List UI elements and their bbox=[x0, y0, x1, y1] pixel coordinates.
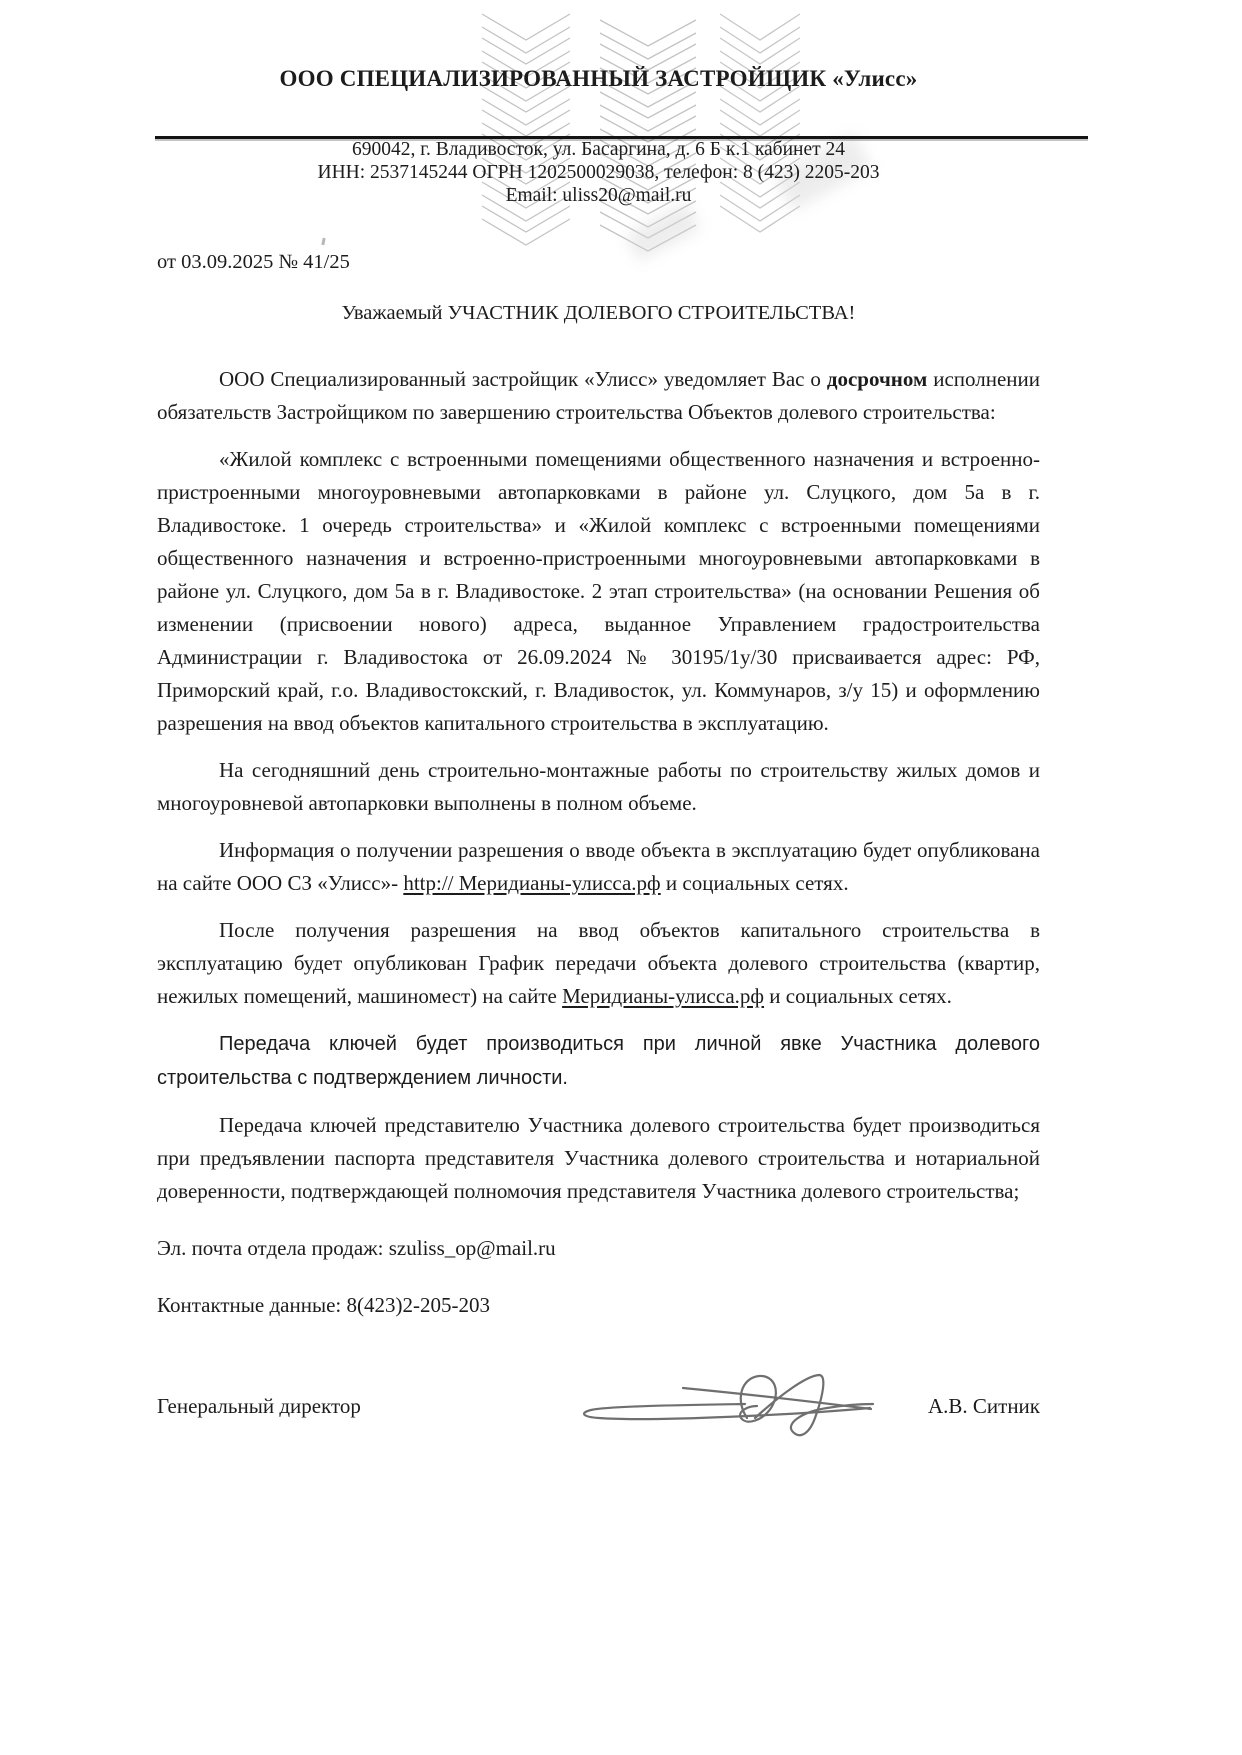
company-name: ООО СПЕЦИАЛИЗИРОВАННЫЙ ЗАСТРОЙЩИК «Улисс» bbox=[279, 66, 918, 91]
contact-phone-line: Контактные данные: 8(423)2-205-203 bbox=[157, 1293, 490, 1317]
website-link[interactable]: Меридианы-улисса.рф bbox=[562, 984, 765, 1008]
salutation: Уважаемый УЧАСТНИК ДОЛЕВОГО СТРОИТЕЛЬСТВА! bbox=[341, 302, 856, 324]
sales-email-line: Эл. почта отдела продаж: szuliss_op@mail.ru bbox=[157, 1236, 556, 1260]
company-address-block bbox=[157, 138, 1040, 207]
signatory-name: А.В. Ситник bbox=[927, 1394, 1040, 1418]
paragraph-notice bbox=[157, 363, 1040, 429]
paragraph-transfer-schedule bbox=[157, 914, 1040, 1013]
paragraph-text: После получения разрешения на ввод объектов капитального строительства в эксплуатацию будет опубликован График передачи объекта долевого строительства (квартир, нежилых помещений, машиномест) на сайте bbox=[157, 918, 1040, 1008]
handwritten-signature-icon bbox=[565, 1362, 885, 1477]
bold-word: досрочном bbox=[826, 367, 928, 391]
paragraph-text: Информация о получении разрешения о вводе объекта в эксплуатацию будет опубликована на сайте ООО СЗ «Улисс»- bbox=[157, 838, 1040, 895]
signatory-position: Генеральный директор bbox=[157, 1394, 361, 1418]
paragraph-keys-personal: Передача ключей будет производиться при личной явке Участника долевого строительства с подтверждением личности. bbox=[157, 1033, 1040, 1089]
website-link[interactable]: http:// Меридианы-улисса.рф bbox=[403, 871, 661, 895]
signature-block bbox=[157, 1394, 1040, 1419]
letter-date-number: от 03.09.2025 № 41/25 bbox=[157, 251, 350, 273]
paragraph-text: исполнении обязательств Застройщиком по завершению строительства Объектов долевого строительства: bbox=[157, 367, 1040, 424]
letterhead-divider bbox=[155, 136, 1088, 139]
letter-body bbox=[157, 363, 1040, 1322]
address-line: 690042, г. Владивосток, ул. Басаргина, д. 6 Б к.1 кабинет 24 bbox=[351, 139, 846, 160]
paragraph-text: ООО Специализированный застройщик «Улисс» уведомляет Вас о bbox=[219, 367, 827, 391]
paragraph-text: и социальных сетях. bbox=[660, 871, 849, 895]
paragraph-project-description: «Жилой комплекс с встроенными помещениями общественного назначения и встроенно-пристроенными многоуровневыми автопарковками в районе ул. Слуцкого, дом 5а в г. Владивостоке. 1 очередь строительства» и «Жилой комплекс с встроенными помещениями общественного назначения и встроенно-пристроенными многоуровневыми автопарковками в районе ул. Слуцкого, дом 5а в г. Владивостоке. 2 этап строительства» (на основании Решения об изменении (присвоении нового) адреса, выданное Управлением градостроительства Администрации г. Владивостока от 26.09.2024 № 30195/1у/30 присваивается адрес: РФ, Приморский край, г.о. Владивостокский, г. Владивосток, ул. Коммунаров, з/у 15) и оформлению разрешения на ввод объектов капитального строительства в эксплуатацию. bbox=[157, 447, 1040, 735]
paragraph-text: и социальных сетях. bbox=[764, 984, 952, 1008]
paragraph-works-complete: На сегодняшний день строительно-монтажные работы по строительству жилых домов и многоуровневой автопарковки выполнены в полном объеме. bbox=[157, 758, 1040, 815]
paragraph-keys-representative: Передача ключей представителю Участника долевого строительства будет производиться при предъявлении паспорта представителя Участника долевого строительства и нотариальной доверенности, подтверждающей полномочия представителя Участника долевого строительства; bbox=[157, 1113, 1040, 1203]
paragraph-permit-info bbox=[157, 834, 1040, 900]
inn-ogrn-phone-line: ИНН: 2537145244 ОГРН 1202500029038, телефон: 8 (423) 2205-203 bbox=[317, 162, 880, 183]
email-line: Email: uliss20@mail.ru bbox=[505, 185, 692, 206]
